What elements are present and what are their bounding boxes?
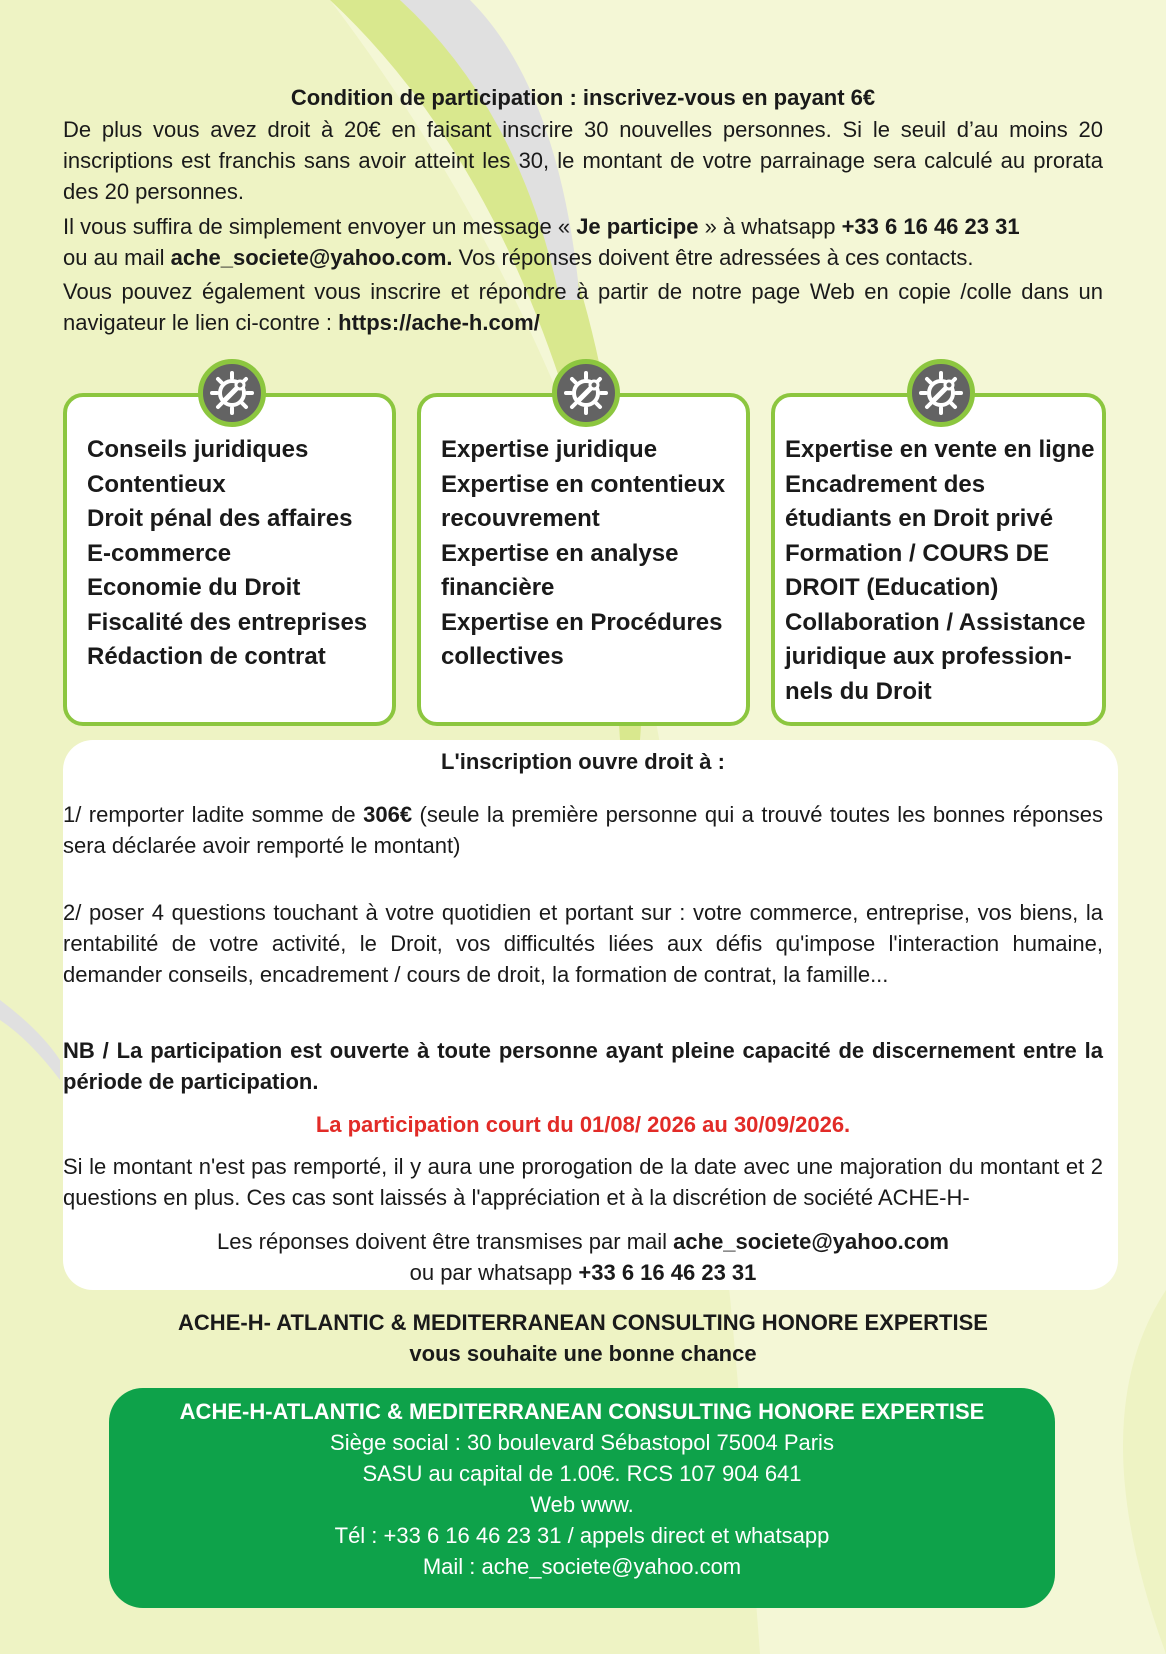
contact-email: ache_societe@yahoo.com. (170, 245, 453, 270)
services-card-2 (417, 393, 750, 726)
list-item: Rédaction de contrat (87, 643, 326, 670)
answers-email: ache_societe@yahoo.com (673, 1229, 949, 1254)
whatsapp-phone: +33 6 16 46 23 31 (841, 214, 1020, 239)
footer-mail[interactable]: Mail : ache_societe@yahoo.com (422, 1554, 742, 1579)
closing-message: ACHE-H- ATLANTIC & MEDITERRANEAN CONSULTING HONORE EXPERTISE vous souhaite une bonne chance (178, 1310, 988, 1366)
list-item: financière (441, 574, 555, 601)
participation-period: La participation court du 01/08/ 2026 au 30/09/2026. (315, 1112, 851, 1137)
company-footer (109, 1388, 1055, 1608)
list-item: Expertise juridique (441, 436, 658, 463)
card-3-list (785, 433, 1095, 709)
list-item: étudiants en Droit privé (785, 505, 1054, 532)
list-item: Expertise en analyse (441, 539, 679, 567)
footer-tel[interactable]: Tél : +33 6 16 46 23 31 / appels direct et whatsapp (334, 1523, 830, 1548)
list-item: Conseils juridiques (87, 436, 309, 463)
list-item: Expertise en contentieux (441, 470, 726, 498)
wrench-gear-icon (907, 359, 975, 427)
nb-note: NB / La participation est ouverte à toute personne ayant pleine capacité de discernement entre la période de participation. (63, 1038, 1103, 1094)
extension-note: Si le montant n'est pas remporté, il y aura une prorogation de la date avec une majoration du montant et 2 questions en plus. Ces cas sont laissés à l'appréciation et à la discrétion de société ACHE-H- (63, 1154, 1103, 1210)
list-item: DROIT (Education) (785, 574, 999, 601)
participation-heading: Condition de participation : inscrivez-vous en payant 6€ (290, 85, 876, 110)
list-item: collectives (441, 643, 564, 670)
list-item: Expertise en Procédures (441, 608, 723, 636)
wrench-gear-icon (198, 359, 266, 427)
footer-address: Siège social : 30 boulevard Sébastopol 75004 Paris (330, 1430, 834, 1455)
list-item: Expertise en vente en ligne (785, 436, 1095, 463)
participation-para3: Vous pouvez également vous inscrire et répondre à partir de notre page Web en copie /colle dans un navigateur le lien ci-contre : https://ache-h.com/ (63, 279, 1103, 335)
list-item: nels du Droit (785, 677, 932, 705)
prize-amount: 306€ (363, 802, 413, 827)
footer-web[interactable]: Web www. (530, 1492, 634, 1517)
services-card-1 (63, 393, 396, 726)
card-2-list (441, 433, 736, 675)
list-item: Droit pénal des affaires (87, 505, 353, 532)
website-link[interactable]: https://ache-h.com/ (338, 310, 540, 335)
inscription-heading: L'inscription ouvre droit à : (441, 749, 725, 774)
participation-para1: De plus vous avez droit à 20€ en faisant inscrire 30 nouvelles personnes. Si le seuil d’au moins 20 inscriptions est franchis sans avoir atteint les 30, le montant de votre parrainage sera calculé au prorata des 20 personnes. (63, 117, 1103, 204)
list-item: Collaboration / Assistance (785, 608, 1086, 636)
answers-instructions: Les réponses doivent être transmises par mail ache_societe@yahoo.com ou par whatsapp +33 6 16 46 23 31 (217, 1229, 949, 1285)
inscription-item-2: 2/ poser 4 questions touchant à votre quotidien et portant sur : votre commerce, entreprise, vos biens, la rentabilité de votre activité, le Droit, vos difficultés liées aux défis qu'impose l'interaction humaine, demander conseils, encadrement / cours de droit, la formation de contrat, la famille... (63, 900, 1103, 987)
services-card-3 (771, 393, 1106, 726)
list-item: Encadrement des (785, 470, 986, 498)
inscription-item-1: 1/ remporter ladite somme de 306€ (seule la première personne qui a trouvé toutes les bonnes réponses sera déclarée avoir remporté le montant) (63, 802, 1103, 858)
list-item: recouvrement (441, 505, 600, 532)
list-item: Fiscalité des entreprises (87, 608, 368, 636)
card-1-list (87, 433, 382, 675)
list-item: Contentieux (87, 470, 226, 498)
wrench-gear-icon (552, 359, 620, 427)
list-item: E-commerce (87, 539, 232, 567)
keyword: Je participe (576, 214, 699, 239)
footer-company: ACHE-H-ATLANTIC & MEDITERRANEAN CONSULTING HONORE EXPERTISE (179, 1399, 985, 1424)
list-item: juridique aux profession- (785, 643, 1072, 670)
list-item: Economie du Droit (87, 574, 301, 601)
answers-phone: +33 6 16 46 23 31 (578, 1260, 757, 1285)
list-item: Formation / COURS DE (785, 539, 1050, 567)
footer-legal: SASU au capital de 1.00€. RCS 107 904 641 (362, 1461, 802, 1486)
participation-para2: Il vous suffira de simplement envoyer un message « Je participe » à whatsapp +33 6 16 46 23 31 ou au mail ache_societe@yahoo.com. Vos réponses doivent être adressées à ces contacts. (63, 214, 1020, 270)
